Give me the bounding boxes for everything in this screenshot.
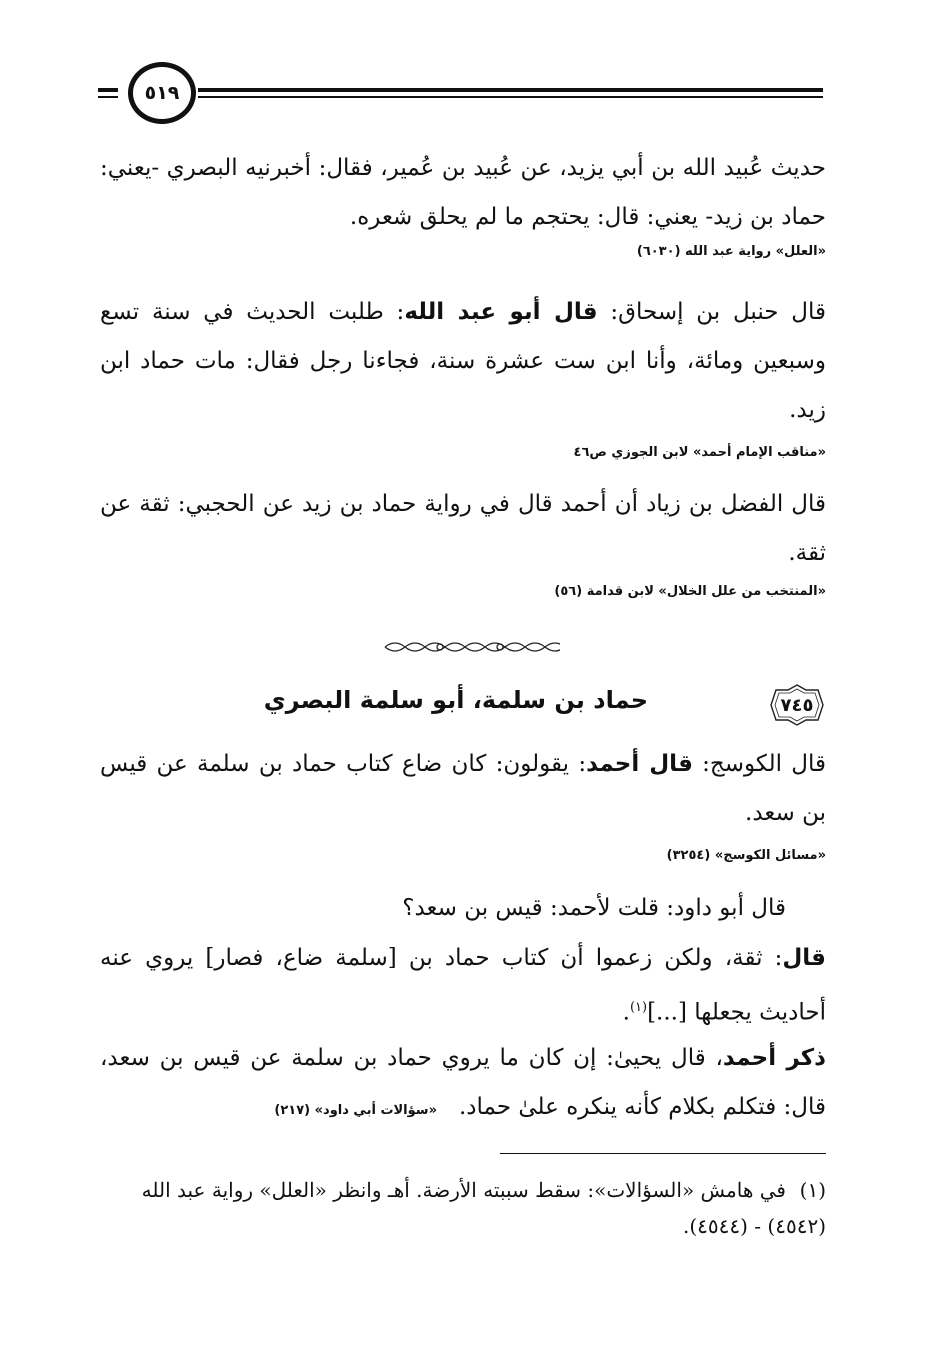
paragraph-3 xyxy=(100,480,826,599)
entry-number-badge xyxy=(768,682,826,728)
paragraph-2-source: «مناقب الإمام أحمد» لابن الجوزي ص٤٦ xyxy=(573,445,826,460)
entry-paragraph-4-body: ، قال يحيىٰ: إن كان ما يروي حماد بن سلمة عن قيس بن سعد، قال: فتكلم بكلام كأنه ينكره علىٰ حماد. xyxy=(100,1045,826,1120)
entry-paragraph-1-bold: قال أحمد xyxy=(586,751,693,777)
ornament-divider xyxy=(380,636,560,658)
entry-paragraph-3-body: : ثقة، ولكن زعموا أن كتاب حماد بن [سلمة ضاع، فصار] يروي عنه أحاديث يجعلها [...] xyxy=(100,945,826,1026)
paragraph-2-body: : طلبت الحديث في سنة تسع وسبعين ومائة، وأنا ابن ست عشرة سنة، فجاءنا رجل فقال: مات حماد ابن زيد. xyxy=(100,299,826,423)
paragraph-2 xyxy=(100,288,826,460)
paragraph-2-intro: قال حنبل بن إسحاق: xyxy=(597,299,827,325)
header-rule-left-thin xyxy=(98,96,118,98)
footnote-text: في هامش «السؤالات»: سقط سببته الأرضة. أهـ وانظر «العلل» رواية عبد الله (٤٥٤٢) - (٤٥٤٤). xyxy=(141,1178,826,1238)
entry-paragraph-3-bold: قال xyxy=(782,945,826,971)
header-rule-right xyxy=(198,88,823,92)
entry-paragraph-1-source: «مسائل الكوسج» (٣٢٥٤) xyxy=(666,848,826,863)
footnote xyxy=(100,1172,826,1244)
footnote-marker: (١) xyxy=(799,1178,826,1202)
footnote-reference[interactable]: (١) xyxy=(629,1000,648,1015)
page-header xyxy=(98,58,823,130)
entry-paragraph-4-source: «سؤالات أبي داود» (٢١٧) xyxy=(274,1103,437,1118)
entry-paragraph-2-text: قال أبو داود: قلت لأحمد: قيس بن سعد؟ xyxy=(402,895,786,921)
entry-paragraph-4-bold: ذكر أحمد xyxy=(722,1045,826,1071)
page-number-badge xyxy=(128,62,196,124)
entry-paragraph-1-text xyxy=(100,740,826,838)
paragraph-1-text: حديث عُبيد الله بن أبي يزيد، عن عُبيد بن عُمير، فقال: أخبرنيه البصري -يعني: حماد بن زيد- يعني: قال: يحتجم ما لم يحلق شعره. xyxy=(100,155,826,230)
paragraph-1-source: «العلل» رواية عبد الله (٦٠٣٠) xyxy=(636,244,826,259)
entry-paragraph-4-text xyxy=(100,1034,826,1135)
entry-paragraph-4 xyxy=(100,1034,826,1135)
paragraph-3-source: «المنتخب من علل الخلال» لابن قدامة (٥٦) xyxy=(554,584,826,599)
paragraph-2-text xyxy=(100,288,826,435)
entry-paragraph-3-text xyxy=(100,934,826,1038)
header-rule-right-thin xyxy=(198,96,823,98)
entry-paragraph-1-intro: قال الكوسج: xyxy=(692,751,826,777)
paragraph-1 xyxy=(100,144,826,259)
footnote-divider xyxy=(500,1153,826,1154)
paragraph-3-text: قال الفضل بن زياد أن أحمد قال في رواية حماد بن زيد عن الحجبي: ثقة عن ثقة. xyxy=(100,491,826,566)
entry-paragraph-3 xyxy=(100,934,826,1038)
entry-number: ٧٤٥ xyxy=(780,694,814,716)
entry-paragraph-2 xyxy=(100,884,826,933)
entry-paragraph-3-end: . xyxy=(622,999,630,1026)
page-number: ٥١٩ xyxy=(144,82,180,104)
entry-heading xyxy=(100,682,826,732)
entry-paragraph-1-body: : يقولون: كان ضاع كتاب حماد بن سلمة عن قيس بن سعد. xyxy=(100,751,826,826)
entry-paragraph-1 xyxy=(100,740,826,863)
header-rule-left xyxy=(98,88,118,92)
entry-title: حماد بن سلمة، أبو سلمة البصري xyxy=(263,686,648,714)
paragraph-2-bold: قال أبو عبد الله xyxy=(404,299,598,325)
